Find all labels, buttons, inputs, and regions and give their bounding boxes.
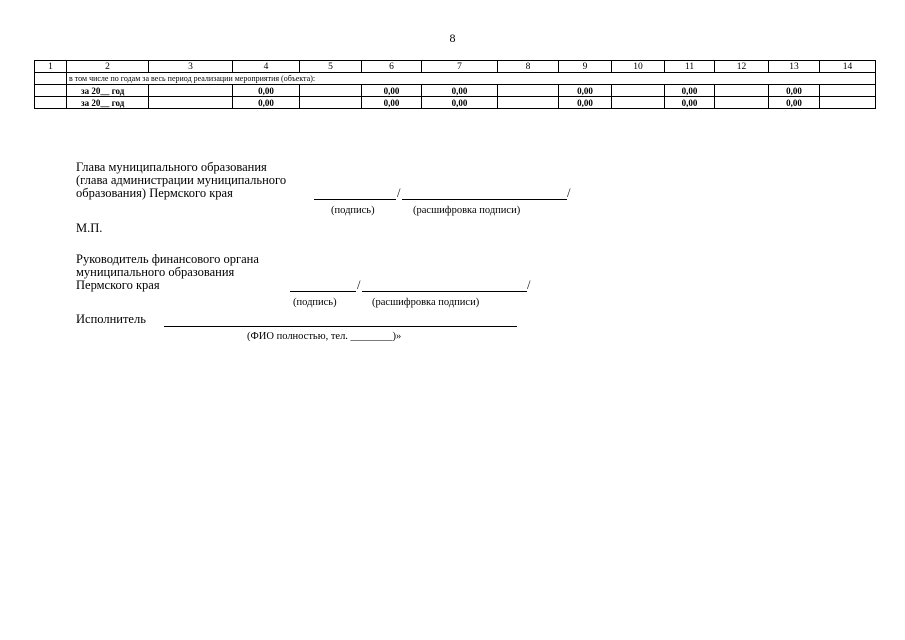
cell-value: 0,00 [422,97,498,109]
cell-value: 0,00 [422,85,498,97]
cell-value: 0,00 [665,85,715,97]
stamp-place: М.П. [76,221,103,235]
cell-value: 0,00 [233,97,300,109]
signature-line [314,199,396,200]
cell-value: 0,00 [559,85,612,97]
cell-value: 0,00 [769,97,820,109]
column-header: 14 [820,61,876,73]
column-header: 10 [612,61,665,73]
decode-line [362,291,527,292]
table-header-row [35,61,876,73]
head-title-line2: (глава администрации муниципального [76,173,287,187]
table-row [35,97,876,109]
page-number: 8 [449,31,456,45]
separator-slash: / [567,186,571,200]
column-header: 7 [422,61,498,73]
column-header: 12 [715,61,769,73]
executor-line [164,326,517,327]
cell-value: 0,00 [665,97,715,109]
column-header: 8 [498,61,559,73]
separator-slash: / [527,278,531,292]
separator-slash: / [357,278,361,292]
column-header: 6 [362,61,422,73]
year-label: за 20__ год [67,97,149,109]
decode-line [402,199,567,200]
cell-value: 0,00 [769,85,820,97]
column-header: 2 [67,61,149,73]
cell-value: 0,00 [559,97,612,109]
cell-value: 0,00 [362,97,422,109]
finance-title-line2: муниципального образования [76,265,235,279]
cell-value: 0,00 [362,85,422,97]
column-header: 1 [35,61,67,73]
head-title-line1: Глава муниципального образования [76,160,267,174]
subheader-text: в том числе по годам за весь период реализации мероприятия (объекта): [67,73,876,85]
finance-title-line3: Пермского края [76,278,160,292]
year-label: за 20__ год [67,85,149,97]
column-header: 4 [233,61,300,73]
signature-caption: (подпись) [293,297,337,308]
table-row [35,85,876,97]
signature-caption: (подпись) [331,205,375,216]
executor-caption: (ФИО полностью, тел. ________)» [247,331,402,342]
column-header: 3 [149,61,233,73]
column-header: 9 [559,61,612,73]
column-header: 5 [300,61,362,73]
decode-caption: (расшифровка подписи) [372,297,480,308]
budget-table [34,60,876,109]
signature-line [290,291,356,292]
cell-value: 0,00 [233,85,300,97]
column-header: 11 [665,61,715,73]
executor-label: Исполнитель [76,312,146,326]
column-header: 13 [769,61,820,73]
finance-title-line1: Руководитель финансового органа [76,252,259,266]
separator-slash: / [397,186,401,200]
head-title-line3: образования) Пермского края [76,186,233,200]
table-subheader-row [35,73,876,85]
decode-caption: (расшифровка подписи) [413,205,521,216]
